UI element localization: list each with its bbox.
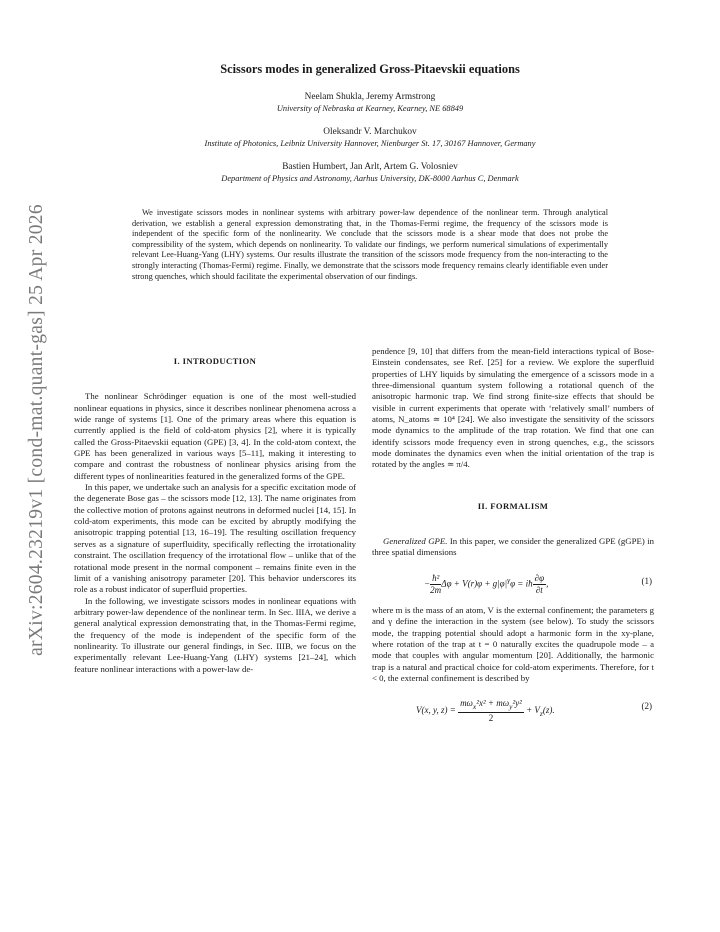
paragraph: The nonlinear Schrödinger equation is one of the most well-studied nonlinear equations in physics, since it describes nonlinear phenomena across a wide range of systems [1]. One of the primary areas where this equation is currently applied is the field of cold-atom physics [2], where it is typically called the Gross-Pitaevskii equation (GPE) [3, 4]. In the cold-atom context, the GPE has been generalized in various ways [5–11], making it interesting to compare and contrast the robustness of nonlinear physics arising from the different types of nonlinearities featured in the generalized forms of the GPE.: [74, 391, 356, 481]
equation-2: [372, 692, 654, 722]
author-group: [110, 162, 630, 184]
left-column: [74, 356, 356, 675]
paragraph-text: In this paper, we consider the generalized GPE (gGPE) in three spatial dimensions: [372, 536, 655, 558]
author-group: [110, 92, 630, 114]
paragraph: where m is the mass of an atom, V is the external confinement; the parameters g and γ define the interaction in the system (see below). To study the scissors mode, the trapping potential should adopt a harmonic form in the xy-plane, where rotation of the trap at t = 0 naturally excites the quadrupole mode – a mode that couples with angular momentum [20]. Additionally, the harmonic trap is a natural and practical choice for cold-atom experiments. Therefore, for t < 0, the external confinement is described by: [372, 604, 654, 683]
equation-1: [372, 567, 654, 597]
abstract: We investigate scissors modes in nonlinear systems with arbitrary power-law dependence of the nonlinear term. Through analytical derivation, we establish a general expression demonstrating that, in the Thomas-Fermi regime, the frequency of the scissors mode is independent of the specific form of the nonlinearity. We conclude that the scissors mode is a shear mode that does not probe the compressibility of the system, which depends on nonlinearity. To validate our findings, we perform numerical simulations of experimentally relevant Lee-Huang-Yang (LHY) systems. Our results illustrate the transition of the scissors mode frequency from the non-interacting to the strongly interacting (Thomas-Fermi) regime. Finally, we demonstrate that the scissors mode frequency remains clearly identifiable even under strong quenches, which should facilitate the experimental observation of our findings.: [132, 208, 608, 281]
paragraph-run-in-heading: Generalized GPE.: [383, 536, 448, 547]
paragraph: [372, 536, 654, 559]
equation-number: (2): [641, 701, 652, 712]
paragraph: In this paper, we undertake such an analysis for a specific excitation mode of the degenerate Bose gas – the scissors mode [12, 13]. The name originates from the collective motion of protons against neutrons in deformed nuclei [14, 15]. In cold-atom experiments, this mode can be excited by abruptly modifying the anisotropic trapping potential [13, 16–19]. The resulting oscillation frequency serves as a signature of superfluidity, specifically reflecting the irrotationality constraint. The oscillation frequency of the irrotational flow – unlike that of the rotational mode present in the normal component – remains finite even in the limit of a vanishing anisotropy parameter [20]. This behavior underscores its role as a robust indicator of superfluid properties.: [74, 482, 356, 595]
arxiv-id-text: arXiv:2604.23219v1 [cond-mat.quant-gas] 25 Apr 2026: [26, 204, 47, 656]
author-names: Oleksandr V. Marchukov: [323, 127, 417, 137]
equation-trap-potential: V(x, y, z) = $\frac{m\omega_x^2x^2 + m\omega_y^2y^2}{2}$ + $V_z(z)$.: [416, 698, 555, 724]
right-column: [372, 346, 654, 730]
author-affiliation: Department of Physics and Astronomy, Aarhus University, DK-8000 Aarhus C, Denmark: [221, 174, 519, 183]
equation-gpe: − $\frac{\text{ħ²}}{2m}$ $\Delta\varphi + V(r)\varphi + g|\varphi|^\gamma\varphi$ = iħ $\frac{\partial\varphi}{\partial t}$ ,: [424, 572, 549, 595]
section-heading-introduction: I. INTRODUCTION: [173, 356, 257, 366]
paragraph: In the following, we investigate scissors modes in nonlinear equations with arbitrary power-law dependence of the nonlinear term. In Sec. IIIA, we derive a general analytical expression demonstrating that, in the Thomas-Fermi regime, the frequency of the mode is independent of the specific form of the nonlinearity. To illustrate our general findings, in Sec. IIIB, we focus on the experimentally relevant Lee-Huang-Yang (LHY) systems [21–24], which feature nonlinear interactions with a power-law de-: [74, 595, 356, 674]
paper-title: Scissors modes in generalized Gross-Pitaevskii equations: [220, 62, 520, 76]
author-names: Neelam Shukla, Jeremy Armstrong: [304, 92, 436, 102]
equation-number: (1): [641, 575, 652, 586]
author-affiliation: University of Nebraska at Kearney, Kearney, NE 68849: [276, 104, 464, 113]
section-heading-formalism: II. FORMALISM: [477, 500, 549, 511]
arxiv-stamp: [22, 200, 52, 660]
author-affiliation: Institute of Photonics, Leibniz University Hannover, Nienburger St. 17, 30167 Hannover, Germany: [204, 139, 536, 148]
author-group: [110, 127, 630, 149]
paper-header: [110, 62, 630, 197]
paragraph-continued: pendence [9, 10] that differs from the mean-field interactions typical of Bose-Einstein condensates, see Ref. [25] for a review. We explore the superfluid properties of LHY liquids by simulating the emergence of a scissors mode in a three-dimensional quantum system following a rotational quench of the anisotropic harmonic trap. We find strong finite-size effects that should be visible in current experiments that operate with ‘relatively small’ numbers of atoms, N_atoms ≃ 10⁴ [24]. We also investigate the sensitivity of the scissors mode dynamics to the amplitude of the trap rotation. We find that one can identify scissors mode frequency even in strong quenches, e.g., the scissors mode dominates the dynamics even when the initial orientation of the trap is rotated by the angles ≃ π/4.: [372, 346, 654, 470]
author-names: Bastien Humbert, Jan Arlt, Artem G. Volosniev: [282, 162, 458, 172]
